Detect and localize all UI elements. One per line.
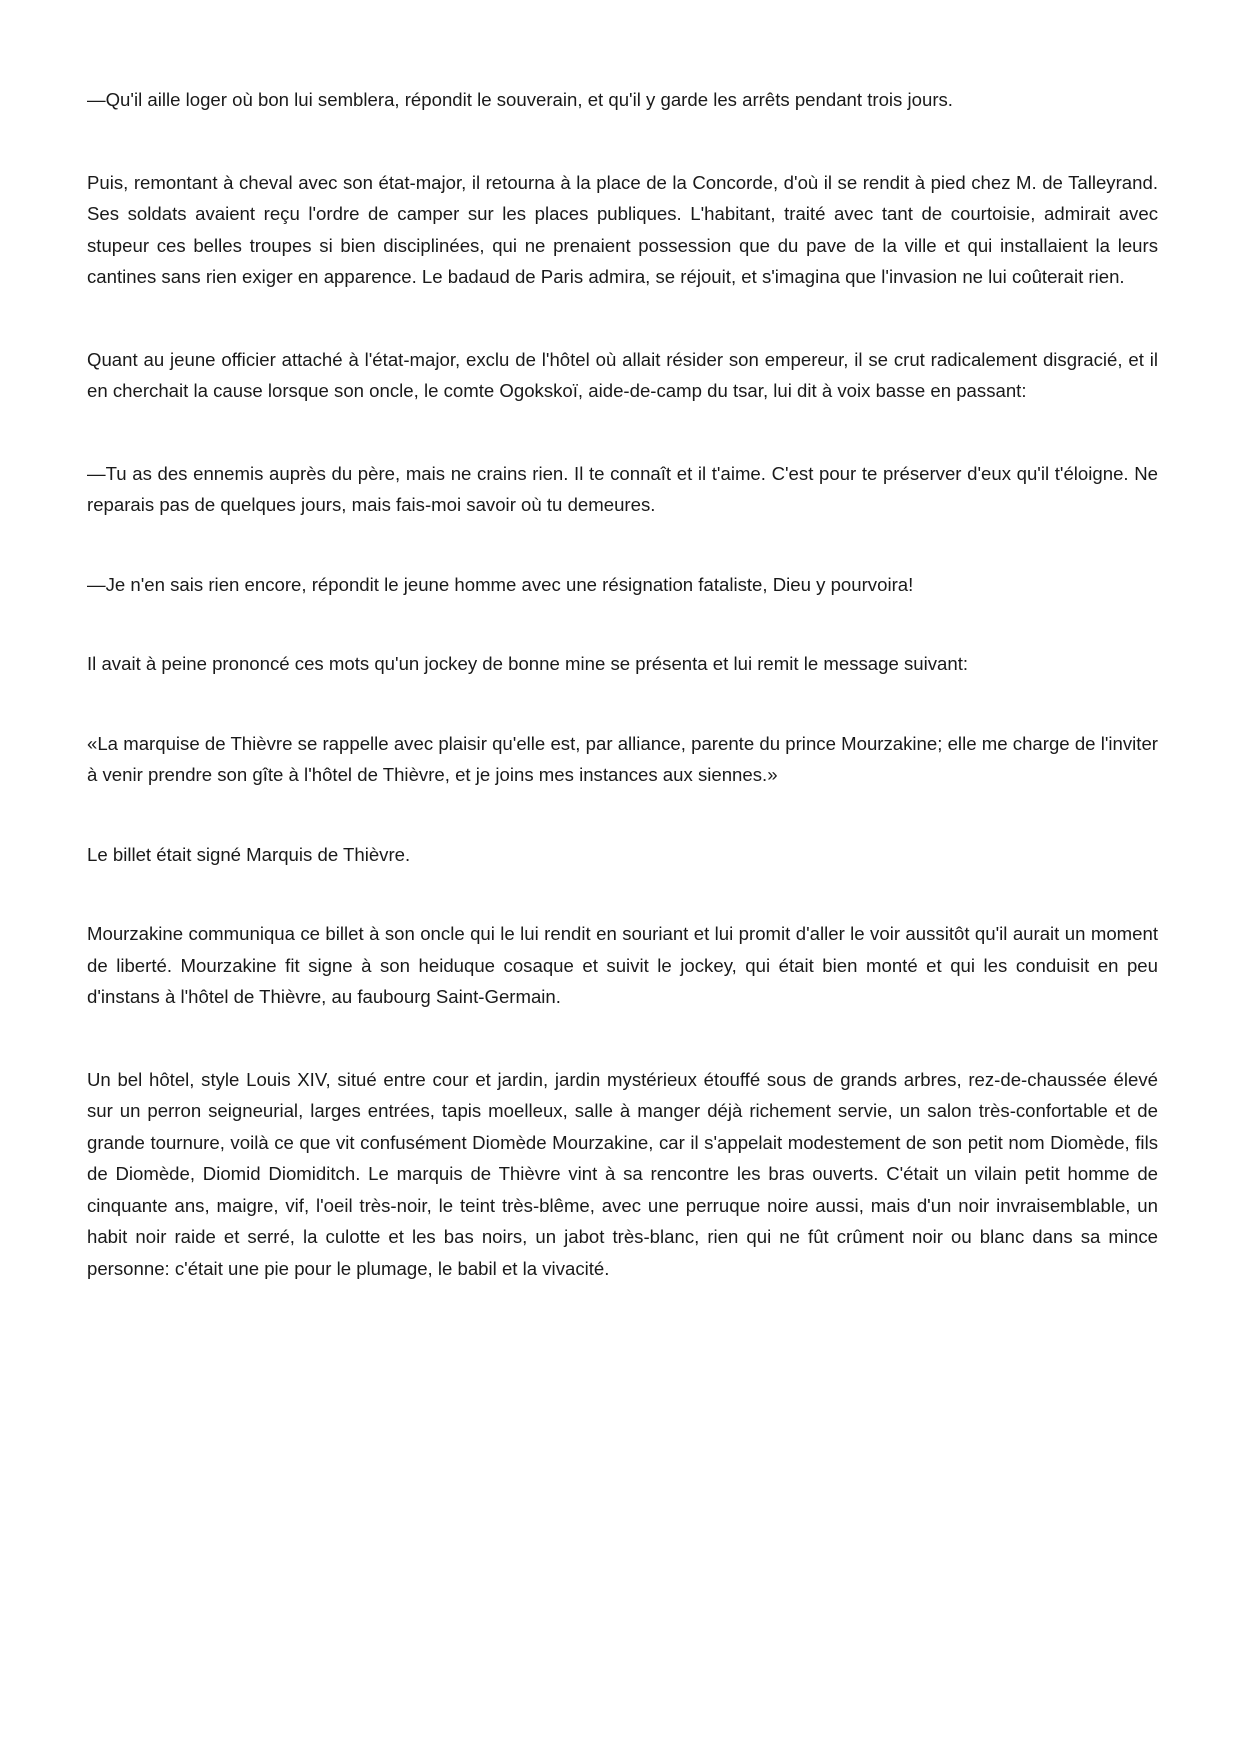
paragraph-young-officer: Quant au jeune officier attaché à l'état-major, exclu de l'hôtel où allait résider son empereur, il se crut radicalement disgracié, et il en cherchait la cause lorsque son oncle, le comte Ogokskoï, aide-de-camp du tsar, lui dit à voix basse en passant:	[87, 348, 1158, 401]
paragraph-uncle-advice: —Tu as des ennemis auprès du père, mais ne crains rien. Il te connaît et il t'aime. C'est pour te préserver d'eux qu'il t'éloigne. Ne reparais pas de quelques jours, mais fais-moi savoir où tu demeures.	[87, 462, 1158, 515]
paragraph-hotel-description: Un bel hôtel, style Louis XIV, situé entre cour et jardin, jardin mystérieux étouffé sous de grands arbres, rez-de-chaussée élevé sur un perron seigneurial, larges entrées, tapis moelleux, salle à manger déjà richement servie, un salon très-confortable et de grande tournure, voilà ce que vit confusément Diomède Mourzakine, car il s'appelait modestement de son petit nom Diomède, fils de Diomède, Diomid Diomiditch. Le marquis de Thièvre vint à sa rencontre les bras ouverts. C'était un vilain petit homme de cinquante ans, maigre, vif, l'oeil très-noir, le teint très-blême, avec une perruque noire aussi, mais d'un noir invraisemblable, un habit noir raide et serré, la culotte et les bas noirs, un jabot très-blanc, rien qui ne fût crûment noir ou blanc dans sa mince personne: c'était une pie pour le plumage, le babil et la vivacité.	[87, 1068, 1158, 1279]
paragraph-mourzakine-departure: Mourzakine communiqua ce billet à son oncle qui le lui rendit en souriant et lui promit d'aller le voir aussitôt qu'il aurait un moment de liberté. Mourzakine fit signe à son heiduque cosaque et suivit le jockey, qui était bien monté et qui les conduisit en peu d'instans à l'hôtel de Thièvre, au faubourg Saint-Germain.	[87, 923, 1158, 1007]
paragraph-marquise-note: «La marquise de Thièvre se rappelle avec plaisir qu'elle est, par alliance, parente du prince Mourzakine; elle me charge de l'inviter à venir prendre son gîte à l'hôtel de Thièvre, et je joins mes instances aux siennes.»	[87, 732, 1158, 785]
paragraph-jockey-message: Il avait à peine prononcé ces mots qu'un jockey de bonne mine se présenta et lui remit le message suivant:	[87, 653, 969, 674]
paragraph-fatalist-reply: —Je n'en sais rien encore, répondit le jeune homme avec une résignation fataliste, Dieu y pourvoira!	[87, 573, 914, 595]
paragraph-concorde: Puis, remontant à cheval avec son état-major, il retourna à la place de la Concorde, d'où il se rendit à pied chez M. de Talleyrand. Ses soldats avaient reçu l'ordre de camper sur les places publiques. L'habitant, traité avec tant de courtoisie, admirait avec stupeur ces belles troupes si bien disciplinées, qui ne prenaient possession que du pave de la ville et qui installaient la leurs cantines sans rien exiger en apparence. Le badaud de Paris admira, se réjouit, et s'imagina que l'invasion ne lui coûterait rien.	[87, 171, 1158, 287]
paragraph-sovereign-reply: —Qu'il aille loger où bon lui semblera, répondit le souverain, et qu'il y garde les arrêts pendant trois jours.	[87, 89, 953, 110]
paragraph-note-signature: Le billet était signé Marquis de Thièvre.	[87, 843, 411, 865]
document-page	[87, 84, 1158, 1284]
